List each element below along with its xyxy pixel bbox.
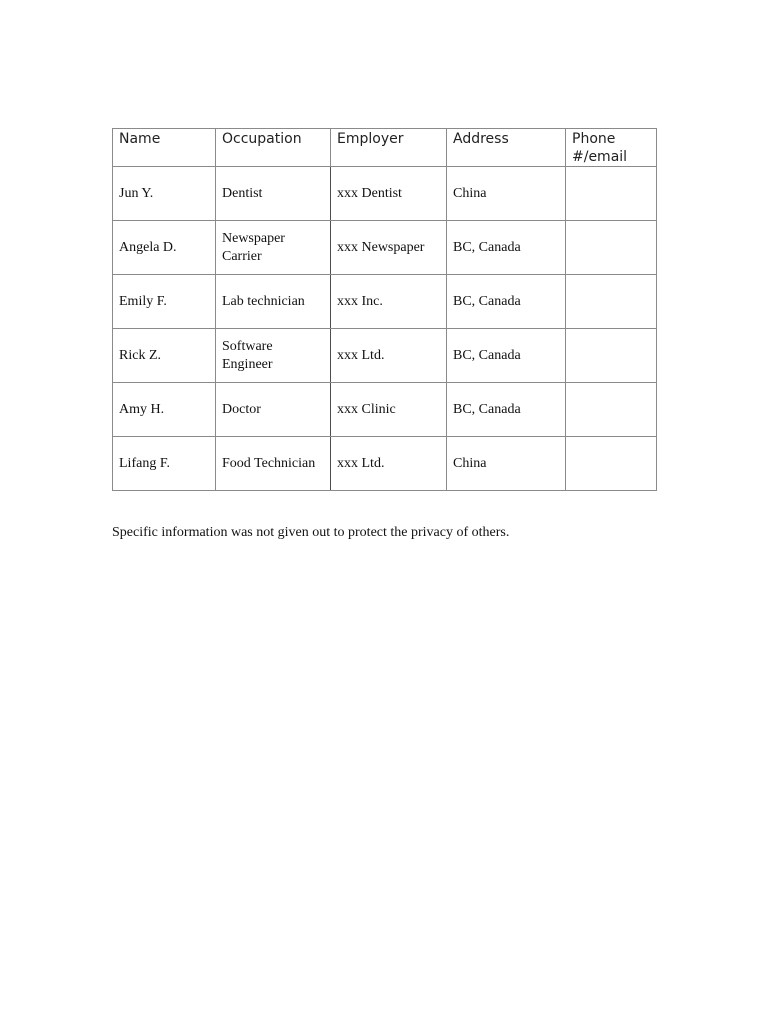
cell-address: China xyxy=(447,437,566,491)
cell-name: Jun Y. xyxy=(113,167,216,221)
table-header-row xyxy=(113,129,657,167)
cell-employer: xxx Dentist xyxy=(331,167,447,221)
cell-name: Angela D. xyxy=(113,221,216,275)
cell-employer: xxx Ltd. xyxy=(331,329,447,383)
cell-occupation: Doctor xyxy=(216,383,331,437)
table-row xyxy=(113,383,657,437)
cell-address: BC, Canada xyxy=(447,275,566,329)
cell-phone-email xyxy=(566,221,657,275)
cell-occupation: Lab technician xyxy=(216,275,331,329)
cell-employer: xxx Ltd. xyxy=(331,437,447,491)
table-row xyxy=(113,437,657,491)
cell-name: Emily F. xyxy=(113,275,216,329)
header-address: Address xyxy=(447,129,566,167)
cell-employer: xxx Inc. xyxy=(331,275,447,329)
privacy-note: Specific information was not given out to protect the privacy of others. xyxy=(112,525,510,540)
cell-occupation: Dentist xyxy=(216,167,331,221)
table-row xyxy=(113,221,657,275)
cell-name: Amy H. xyxy=(113,383,216,437)
cell-employer: xxx Newspaper xyxy=(331,221,447,275)
cell-employer: xxx Clinic xyxy=(331,383,447,437)
cell-name: Lifang F. xyxy=(113,437,216,491)
header-occupation: Occupation xyxy=(216,129,331,167)
cell-occupation: Newspaper Carrier xyxy=(216,221,331,275)
cell-occupation: Software Engineer xyxy=(216,329,331,383)
cell-occupation: Food Technician xyxy=(216,437,331,491)
cell-name: Rick Z. xyxy=(113,329,216,383)
contacts-table xyxy=(112,128,657,491)
table-row xyxy=(113,275,657,329)
table-row xyxy=(113,167,657,221)
cell-phone-email xyxy=(566,275,657,329)
table-row xyxy=(113,329,657,383)
cell-phone-email xyxy=(566,437,657,491)
cell-address: BC, Canada xyxy=(447,221,566,275)
header-name: Name xyxy=(113,129,216,167)
cell-address: China xyxy=(447,167,566,221)
cell-phone-email xyxy=(566,329,657,383)
cell-phone-email xyxy=(566,167,657,221)
cell-address: BC, Canada xyxy=(447,329,566,383)
header-employer: Employer xyxy=(331,129,447,167)
cell-phone-email xyxy=(566,383,657,437)
cell-address: BC, Canada xyxy=(447,383,566,437)
header-phone-email: Phone #/email xyxy=(566,129,657,167)
